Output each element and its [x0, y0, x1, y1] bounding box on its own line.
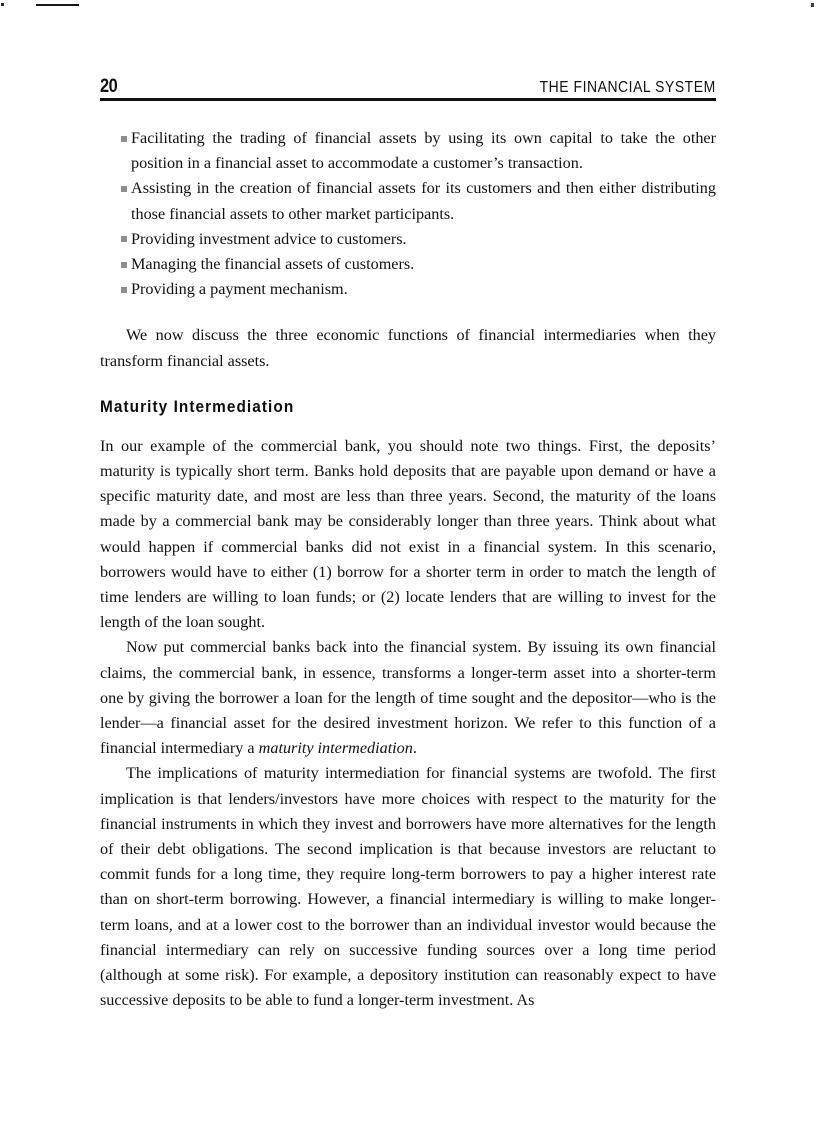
list-item: Assisting in the creation of financial assets for its customers and then either distributing those financial assets to other market participants.	[100, 176, 716, 226]
paragraph-2-text-after-emphasis: .	[412, 739, 417, 758]
list-item: Managing the financial assets of customers.	[100, 252, 716, 277]
registration-dot-left-icon	[1, 3, 4, 6]
section-heading-maturity-intermediation: Maturity Intermediation	[100, 397, 295, 416]
list-item: Providing investment advice to customers.	[100, 227, 716, 252]
body-paragraph-1: In our example of the commercial bank, you should note two things. First, the deposits’ maturity is typically short term. Banks hold deposits that are payable upon demand or have a specific maturity date, and most are less than three years. Second, the maturity of the loans made by a commercial bank may be considerably longer than three years. Think about what would happen if commercial banks did not exist in a financial system. In this scenario, borrowers would have to either (1) borrow for a shorter term in order to match the length of time lenders are willing to loan funds; or (2) locate lenders that are willing to invest for the length of the loan sought.	[100, 436, 716, 632]
services-bullet-list	[100, 126, 716, 302]
page-body	[100, 126, 716, 1014]
list-item: Providing a payment mechanism.	[100, 277, 716, 302]
registration-dot-right-icon	[811, 3, 814, 7]
running-title: THE FINANCIAL SYSTEM	[539, 79, 716, 96]
body-paragraph-2	[100, 635, 716, 761]
header-rule	[100, 98, 716, 101]
crop-mark-icon	[36, 4, 79, 6]
list-item: Facilitating the trading of financial assets by using its own capital to take the other position in a financial asset to accommodate a customer’s transaction.	[100, 126, 716, 176]
running-head	[100, 76, 716, 98]
paragraph-2-text-before-emphasis: Now put commercial banks back into the financial system. By issuing its own financial claims, the commercial bank, in essence, transforms a longer-term asset into a shorter-term one by giving the borrower a loan for the length of time sought and the depositor—who is the lender—a financial asset for the desired investment horizon. We refer to this function of a financial intermediary a	[100, 638, 716, 758]
spacer	[100, 417, 716, 434]
page-number: 20	[100, 76, 118, 97]
emphasis-maturity-intermediation: maturity intermediation	[258, 739, 413, 758]
intro-paragraph: We now discuss the three economic functions of financial intermediaries when they transform financial assets.	[100, 326, 716, 370]
spacer	[100, 374, 716, 398]
body-paragraph-3: The implications of maturity intermediation for financial systems are twofold. The first implication is that lenders/investors have more choices with respect to the maturity for the financial instruments in which they invest and borrowers have more alternatives for the length of their debt obligations. The second implication is that because investors are reluctant to commit funds for a long time, they require long-term borrowers to pay a higher interest rate than on short-term borrowing. However, a financial intermediary is willing to make longer-term loans, and at a lower cost to the borrower than an individual investor would because the financial intermediary can rely on successive funding sources over a long time period (although at some risk). For example, a depository institution can reasonably expect to have successive deposits to be able to fund a longer-term investment. As	[100, 764, 716, 1010]
spacer	[100, 302, 716, 323]
